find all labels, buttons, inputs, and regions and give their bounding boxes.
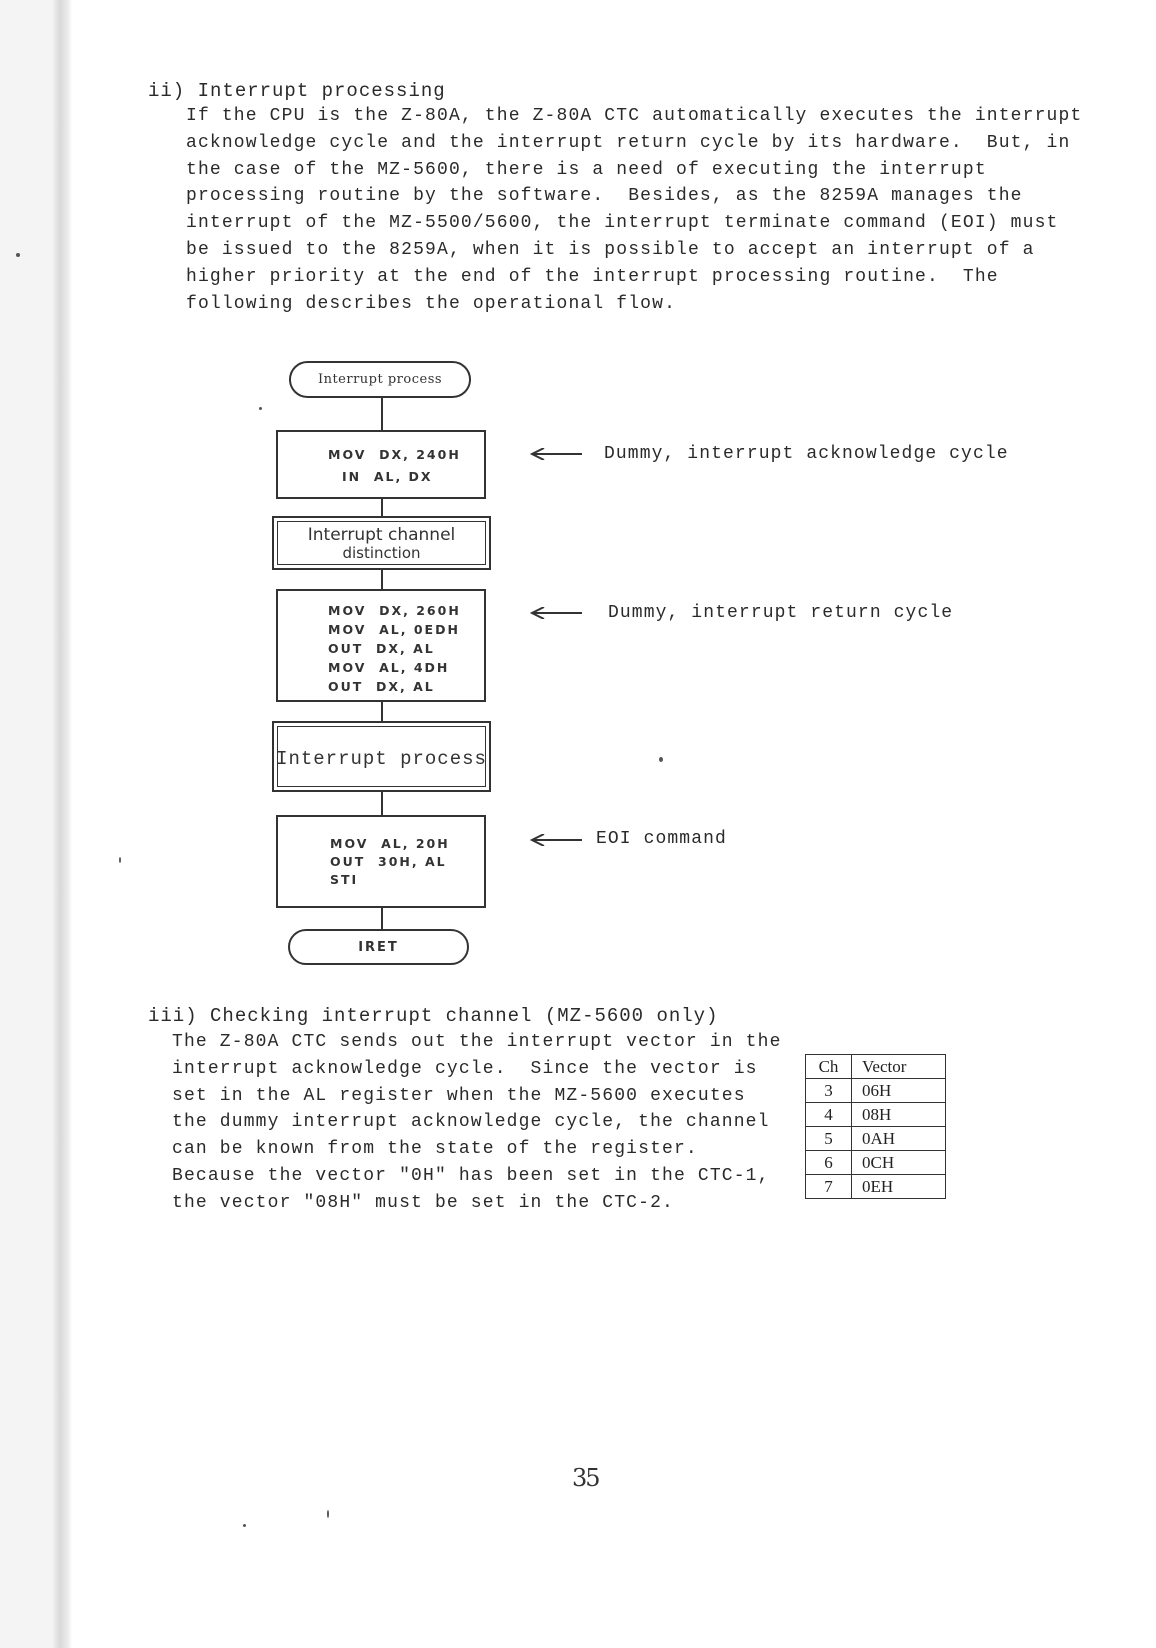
table-cell-ch: 5 [806,1127,852,1151]
table-header-ch: Ch [806,1055,852,1079]
paragraph-line: interrupt acknowledge cycle. Since the vector is [172,1058,758,1079]
binding-gutter [0,0,72,1648]
note-dummy-ack: Dummy, interrupt acknowledge cycle [604,444,1009,464]
scan-speck [243,1524,246,1527]
flow-block-interrupt-process [272,721,491,792]
section-ii-heading: ii) Interrupt processing [148,80,446,102]
flow-block-dummy-ack [276,430,486,499]
left-arrow-icon [530,448,582,460]
vector-table [805,1054,946,1199]
code-line: MOV AL, 4DH [328,660,450,675]
paragraph-line: higher priority at the end of the interrupt processing routine. The [186,266,999,287]
paragraph-line: If the CPU is the Z-80A, the Z-80A CTC automatically executes the interrupt [186,106,1083,126]
paragraph-line: The Z-80A CTC sends out the interrupt vector in the [172,1032,782,1052]
paragraph-line: following describes the operational flow. [186,293,677,314]
table-row [806,1127,946,1151]
table-cell-vector: 0AH [852,1127,946,1151]
start-label: Interrupt process [317,372,443,387]
table-cell-vector: 0EH [852,1175,946,1199]
code-line: MOV AL, 20H [330,836,450,851]
paragraph-line: processing routine by the software. Besides, as the 8259A manages the [186,186,1023,207]
table-cell-vector: 06H [852,1079,946,1103]
code-line: STI [330,872,359,887]
flow-end-terminal [288,929,469,965]
flow-block-dummy-return [276,589,486,702]
code-line: OUT DX, AL [328,641,435,656]
paragraph-line: the dummy interrupt acknowledge cycle, the channel [172,1112,770,1133]
paragraph-line: be issued to the 8259A, when it is possible to accept an interrupt of a [186,239,1035,260]
code-line: IN AL, DX [342,469,433,484]
table-cell-vector: 0CH [852,1151,946,1175]
flow-start-terminal [289,361,471,398]
paragraph-line: can be known from the state of the register. [172,1139,698,1160]
table-cell-ch: 6 [806,1151,852,1175]
flow-connector [381,702,383,721]
paragraph-line: Because the vector "0H" has been set in the CTC-1, [172,1165,770,1186]
table-header-row [806,1055,946,1079]
scan-speck [259,407,262,410]
table-cell-ch: 4 [806,1103,852,1127]
flow-connector [381,499,383,516]
table-cell-ch: 7 [806,1175,852,1199]
flow-connector [381,398,383,430]
table-cell-vector: 08H [852,1103,946,1127]
flow-connector [381,570,383,589]
table-row [806,1103,946,1127]
page-number: 35 [572,1464,599,1492]
section-ii-paragraph [186,103,1082,317]
flow-block-channel-distinction [272,516,491,570]
section-iii-heading: iii) Checking interrupt channel (MZ-5600 only) [148,1005,719,1027]
note-eoi: EOI command [596,829,727,849]
flow-connector [381,792,383,815]
distinction-line: Interrupt channel [307,525,456,545]
paragraph-line: set in the AL register when the MZ-5600 executes [172,1085,746,1106]
process-label: Interrupt process [276,748,487,770]
distinction-line: distinction [342,544,421,562]
section-iii-paragraph [172,1029,782,1217]
code-line: MOV DX, 240H [328,447,461,462]
paragraph-line: interrupt of the MZ-5500/5600, the interrupt terminate command (EOI) must [186,213,1059,234]
table-row [806,1175,946,1199]
code-line: MOV AL, 0EDH [328,622,460,637]
code-line: MOV DX, 260H [328,603,461,618]
note-dummy-return: Dummy, interrupt return cycle [608,603,954,623]
table-header-vector: Vector [852,1055,946,1079]
table-cell-ch: 3 [806,1079,852,1103]
scan-speck [119,857,121,863]
scan-speck [659,757,663,762]
scan-speck [327,1510,329,1518]
code-line: OUT 30H, AL [330,854,447,869]
table-row [806,1151,946,1175]
code-line: OUT DX, AL [328,679,435,694]
paragraph-line: acknowledge cycle and the interrupt return cycle by its hardware. But, in [186,132,1071,153]
scan-speck [16,253,20,257]
left-arrow-icon [530,834,582,846]
flow-block-eoi [276,815,486,908]
paragraph-line: the vector "08H" must be set in the CTC-2. [172,1192,674,1213]
flow-connector [381,908,383,929]
table-row [806,1079,946,1103]
left-arrow-icon [530,607,582,619]
paragraph-line: the case of the MZ-5600, there is a need of executing the interrupt [186,159,987,180]
end-label: IRET [358,939,399,955]
